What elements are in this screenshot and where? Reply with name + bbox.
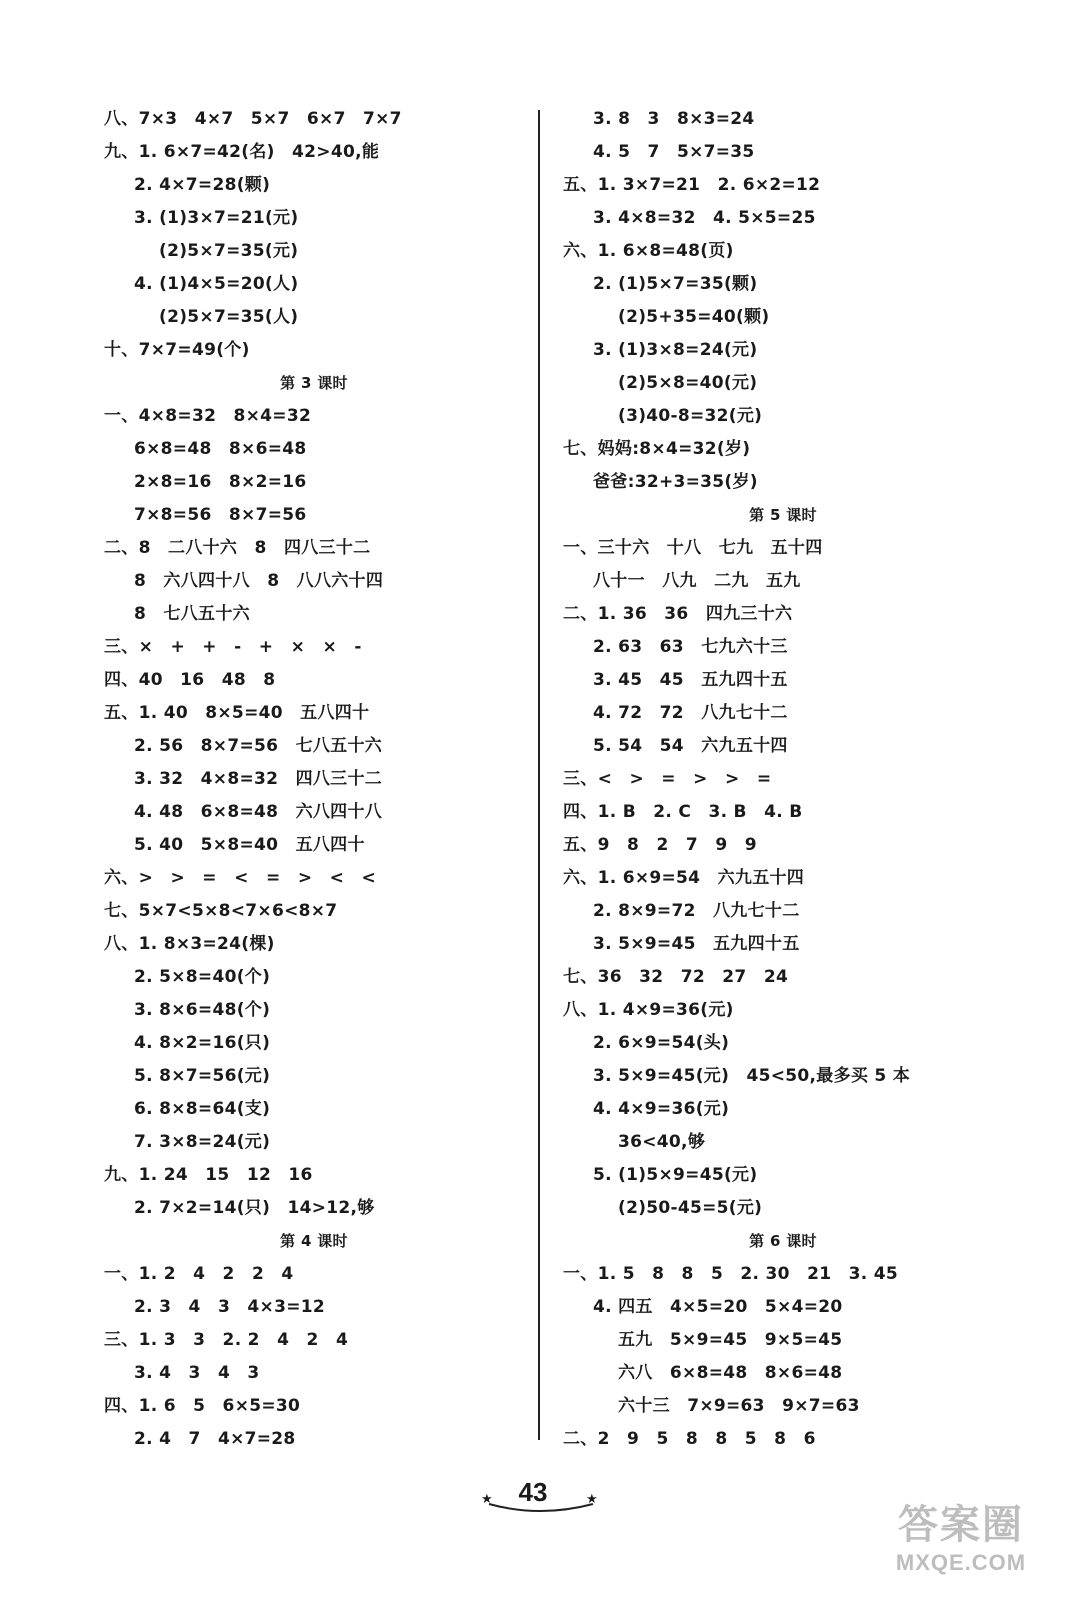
- answer-line: 3. 4 3 4 3: [134, 1363, 260, 1383]
- answer-line: 6×8=48 8×6=48: [134, 439, 307, 459]
- answer-line: 爸爸:32+3=35(岁): [593, 472, 758, 492]
- answer-line: (2)5×8=40(元): [618, 373, 758, 393]
- answer-line: 十、7×7=49(个): [104, 340, 250, 360]
- answer-line: 五九 5×9=45 9×5=45: [618, 1330, 843, 1350]
- star-left-icon: ★: [481, 1492, 493, 1507]
- answer-line: 七、36 32 72 27 24: [563, 967, 789, 987]
- answer-line: 2. (1)5×7=35(颗): [593, 274, 758, 294]
- answer-line: 4. 8×2=16(只): [134, 1033, 271, 1053]
- answer-line: 4. (1)4×5=20(人): [134, 274, 299, 294]
- answer-line: 五、1. 3×7=21 2. 6×2=12: [563, 175, 821, 195]
- watermark: [866, 1500, 1056, 1595]
- answer-line: 3. 8 3 8×3=24: [593, 109, 755, 129]
- answer-line: 5. 54 54 六九五十四: [593, 736, 788, 756]
- answer-line: 2×8=16 8×2=16: [134, 472, 307, 492]
- answer-column-left: [104, 103, 524, 1456]
- answer-line: 2. 7×2=14(只) 14>12,够: [134, 1198, 375, 1218]
- answer-line: 3. 8×6=48(个): [134, 1000, 271, 1020]
- lesson-heading: 第 5 课时: [749, 506, 817, 524]
- answer-line: 八、7×3 4×7 5×7 6×7 7×7: [104, 109, 402, 129]
- star-right-icon: ★: [586, 1492, 598, 1507]
- column-divider: [538, 110, 540, 1440]
- answer-line: 八、1. 4×9=36(元): [563, 1000, 734, 1020]
- answer-line: 3. (1)3×8=24(元): [593, 340, 758, 360]
- answer-line: 2. 4×7=28(颗): [134, 175, 271, 195]
- answer-line: 一、三十六 十八 七九 五十四: [563, 538, 823, 558]
- answer-line: 一、1. 2 4 2 2 4: [104, 1264, 294, 1284]
- answer-line: (2)5×7=35(人): [159, 307, 299, 327]
- watermark-logo: 答案圈: [898, 1502, 1024, 1548]
- page-number: 43: [518, 1477, 548, 1507]
- answer-line: (2)50-45=5(元): [618, 1198, 763, 1218]
- answer-line: 2. 63 63 七九六十三: [593, 637, 788, 657]
- answer-line: 六八 6×8=48 8×6=48: [618, 1363, 843, 1383]
- answer-line: 5. 8×7=56(元): [134, 1066, 271, 1086]
- answer-line: 二、1. 36 36 四九三十六: [563, 604, 793, 624]
- answer-line: 三、< > = > > =: [563, 769, 772, 789]
- answer-line: 六十三 7×9=63 9×7=63: [618, 1396, 860, 1416]
- answer-line: 3. (1)3×7=21(元): [134, 208, 299, 228]
- answer-line: 三、× + + - + × × -: [104, 637, 362, 657]
- answer-line: 4. 72 72 八九七十二: [593, 703, 788, 723]
- answer-line: 二、2 9 5 8 8 5 8 6: [563, 1429, 816, 1449]
- answer-line: 5. 40 5×8=40 五八四十: [134, 835, 365, 855]
- answer-line: 2. 56 8×7=56 七八五十六: [134, 736, 383, 756]
- answer-line: 六、> > = < = > < <: [104, 868, 377, 888]
- answer-line: 九、1. 24 15 12 16: [104, 1165, 313, 1185]
- watermark-site: MXQE.COM: [895, 1550, 1027, 1575]
- answer-line: 四、1. B 2. C 3. B 4. B: [563, 802, 803, 822]
- answer-line: 四、1. 6 5 6×5=30: [104, 1396, 301, 1416]
- answer-line: 7. 3×8=24(元): [134, 1132, 271, 1152]
- answer-line: 8 七八五十六: [134, 604, 250, 624]
- answer-line: 五、1. 40 8×5=40 五八四十: [104, 703, 370, 723]
- answer-line: 3. 4×8=32 4. 5×5=25: [593, 208, 816, 228]
- answer-line: 4. 四五 4×5=20 5×4=20: [593, 1297, 843, 1317]
- answer-line: 五、9 8 2 7 9 9: [563, 835, 757, 855]
- answer-line: 3. 45 45 五九四十五: [593, 670, 788, 690]
- answer-column-right: [563, 103, 1003, 1456]
- answer-line: 一、1. 5 8 8 5 2. 30 21 3. 45: [563, 1264, 899, 1284]
- answer-line: 4. 4×9=36(元): [593, 1099, 730, 1119]
- lesson-heading: 第 6 课时: [749, 1232, 817, 1250]
- answer-line: 八十一 八九 二九 五九: [593, 571, 801, 591]
- answer-line: 4. 48 6×8=48 六八四十八: [134, 802, 383, 822]
- answer-line: (2)5×7=35(元): [159, 241, 299, 261]
- answer-line: 七、5×7<5×8<7×6<8×7: [104, 901, 338, 921]
- answer-line: 4. 5 7 5×7=35: [593, 142, 755, 162]
- answer-line: 2. 3 4 3 4×3=12: [134, 1297, 325, 1317]
- answer-line: 3. 32 4×8=32 四八三十二: [134, 769, 383, 789]
- answer-line: 七、妈妈:8×4=32(岁): [563, 439, 751, 459]
- answer-line: 四、40 16 48 8: [104, 670, 276, 690]
- answer-line: 八、1. 8×3=24(棵): [104, 934, 275, 954]
- answer-line: 二、8 二八十六 8 四八三十二: [104, 538, 371, 558]
- answer-line: 三、1. 3 3 2. 2 4 2 4: [104, 1330, 349, 1350]
- answer-line: 8 六八四十八 8 八八六十四: [134, 571, 384, 591]
- answer-line: (2)5+35=40(颗): [618, 307, 770, 327]
- answer-line: 3. 5×9=45 五九四十五: [593, 934, 800, 954]
- answer-line: 2. 6×9=54(头): [593, 1033, 730, 1053]
- answer-line: 九、1. 6×7=42(名) 42>40,能: [104, 142, 380, 162]
- page-number-swoosh: [483, 1500, 598, 1516]
- answer-line: 7×8=56 8×7=56: [134, 505, 307, 525]
- answer-line: 2. 8×9=72 八九七十二: [593, 901, 800, 921]
- answer-line: 2. 4 7 4×7=28: [134, 1429, 296, 1449]
- answer-line: 6. 8×8=64(支): [134, 1099, 271, 1119]
- answer-line: 2. 5×8=40(个): [134, 967, 271, 987]
- answer-line: 5. (1)5×9=45(元): [593, 1165, 758, 1185]
- answer-line: (3)40-8=32(元): [618, 406, 763, 426]
- lesson-heading: 第 3 课时: [280, 374, 348, 392]
- answer-line: 3. 5×9=45(元) 45<50,最多买 5 本: [593, 1066, 911, 1086]
- answer-line: 36<40,够: [618, 1132, 706, 1152]
- answer-line: 一、4×8=32 8×4=32: [104, 406, 312, 426]
- lesson-heading: 第 4 课时: [280, 1232, 348, 1250]
- answer-line: 六、1. 6×8=48(页): [563, 241, 734, 261]
- answer-line: 六、1. 6×9=54 六九五十四: [563, 868, 805, 888]
